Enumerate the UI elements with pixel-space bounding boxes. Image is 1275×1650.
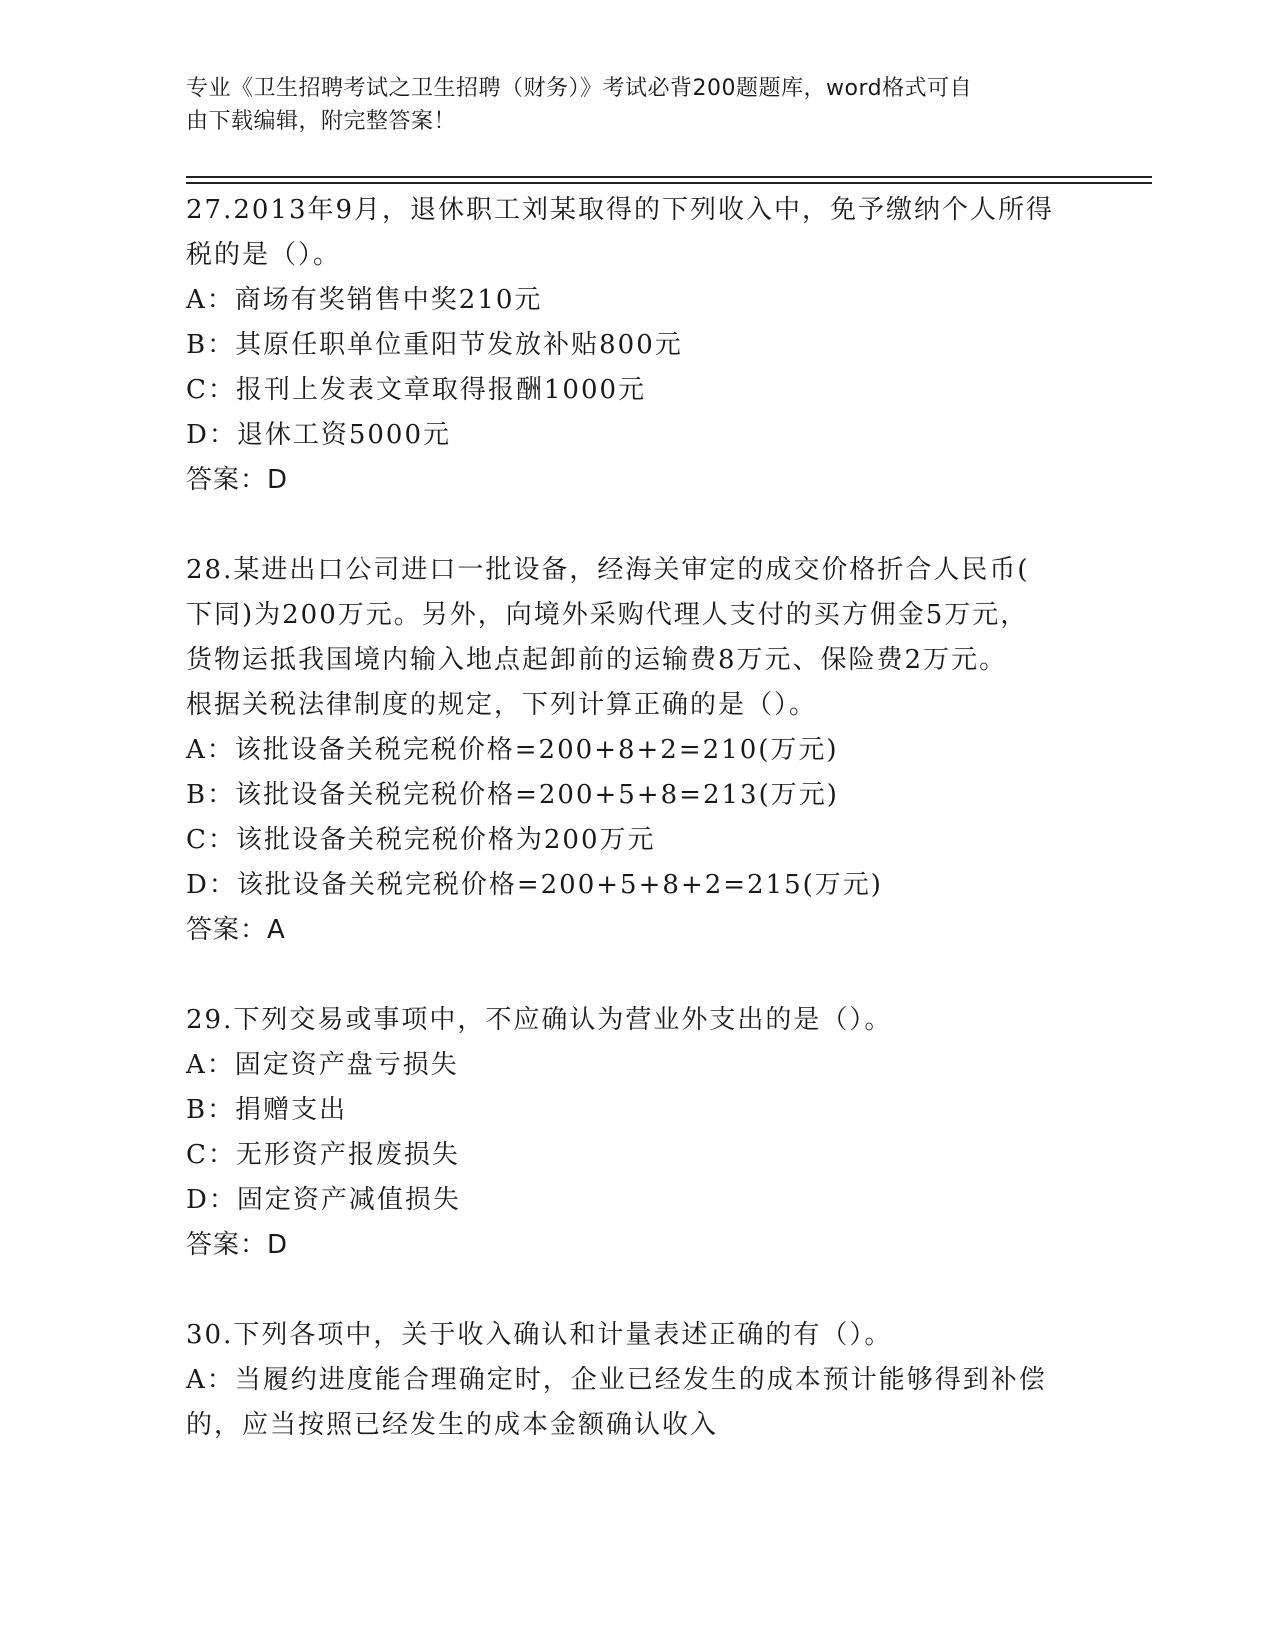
question-29 [186,998,1086,1268]
stem-line: 28.某进出口公司进口一批设备，经海关审定的成交价格折合人民币( [186,555,1030,585]
option-d: D：退休工资5000元 [186,420,452,450]
question-stem [186,1313,1086,1358]
stem-line: 29.下列交易或事项中，不应确认为营业外支出的是（）。 [186,1005,893,1035]
option-d: D：该批设备关税完税价格=200+5+8+2=215(万元) [186,870,883,900]
option-c: C：无形资产报废损失 [186,1140,460,1170]
option-a-continued: 的，应当按照已经发生的成本金额确认收入 [186,1410,719,1440]
question-list [186,188,1086,1493]
option-a: A：商场有奖销售中奖210元 [186,285,543,315]
document-header [186,72,1066,138]
header-line-1: 专业《卫生招聘考试之卫生招聘（财务）》考试必背200题题库，word格式可自 [186,76,973,101]
stem-line: 30.下列各项中，关于收入确认和计量表述正确的有（）。 [186,1320,893,1350]
header-rule-bottom [186,182,1152,184]
header-rule-top [186,176,1152,178]
header-line-2: 由下载编辑，附完整答案！ [186,109,457,134]
option-d: D：固定资产减值损失 [186,1185,461,1215]
question-28 [186,548,1086,953]
option-b: B：该批设备关税完税价格=200+5+8=213(万元) [186,780,839,810]
question-27 [186,188,1086,503]
question-stem [186,188,1086,278]
answer: 答案：D [186,1230,289,1260]
stem-line: 税的是（）。 [186,240,342,270]
stem-line: 货物运抵我国境内输入地点起卸前的运输费8万元、保险费2万元。 [186,645,1008,675]
option-c: C：报刊上发表文章取得报酬1000元 [186,375,647,405]
option-a: A：固定资产盘亏损失 [186,1050,459,1080]
option-b: B：其原任职单位重阳节发放补贴800元 [186,330,683,360]
option-a: A：该批设备关税完税价格=200+8+2=210(万元) [186,735,839,765]
question-stem [186,548,1086,728]
option-c: C：该批设备关税完税价格为200万元 [186,825,656,855]
question-30 [186,1313,1086,1448]
stem-line: 27.2013年9月，退休职工刘某取得的下列收入中，免予缴纳个人所得 [186,195,1055,225]
stem-line: 根据关税法律制度的规定，下列计算正确的是（）。 [186,690,818,720]
stem-line: 下同)为200万元。另外，向境外采购代理人支付的买方佣金5万元， [186,600,1029,630]
answer: 答案：A [186,915,286,945]
option-a: A：当履约进度能合理确定时，企业已经发生的成本预计能够得到补偿 [186,1365,1047,1395]
answer: 答案：D [186,465,289,495]
question-stem [186,998,1086,1043]
option-b: B：捐赠支出 [186,1095,348,1125]
